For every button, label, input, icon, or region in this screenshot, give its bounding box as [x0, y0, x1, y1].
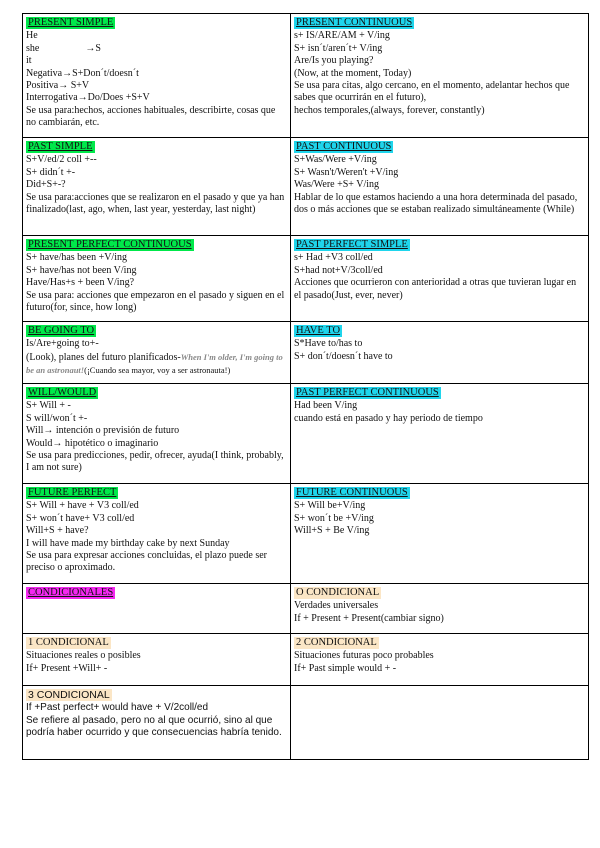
- future-perfect-title: FUTURE PERFECT: [28, 487, 117, 498]
- present-continuous-line: hechos temporales,(always, forever, constantly): [294, 104, 485, 116]
- past-continuous-line: S+Was/Were +V/ing: [294, 154, 377, 166]
- grammar-table: [22, 13, 589, 760]
- present-continuous-line: Se usa para citas, algo cercano, en el momento, adelantar hechos que sabes que ocurrirán en el futuro),: [294, 80, 570, 104]
- past-simple-line: S+ didn´t +-: [26, 166, 76, 178]
- present-simple-usage: Se usa para:hechos, acciones habituales, describirte, cosas que no cambiarán, etc.: [26, 104, 276, 129]
- past-perfect-continuous-line: cuando está en pasado y hay periodo de tiempo: [294, 412, 483, 424]
- past-continuous-line: S+ Wasn't/Weren't +V/ing: [294, 166, 399, 178]
- condicional-3-title: 3 CONDICIONAL: [28, 689, 110, 701]
- future-perfect-line: Will+S + have?: [26, 525, 89, 537]
- condicional-0-line: If + Present + Present(cambiar signo): [294, 612, 444, 624]
- present-simple-negative: Negativa→S+Don´t/doesn´t: [26, 67, 139, 79]
- present-continuous-title: PRESENT CONTINUOUS: [296, 17, 413, 28]
- row-going-to: [23, 322, 589, 384]
- cell-past-perfect-simple: [291, 236, 589, 322]
- row-future: [23, 484, 589, 584]
- present-continuous-line: (Now, at the moment, Today): [294, 67, 412, 79]
- future-continuous-title: FUTURE CONTINUOUS: [296, 487, 408, 498]
- row-perfect: [23, 236, 589, 322]
- future-perfect-line: Se usa para expresar acciones concluidas, el plazo puede ser preciso o aproximado.: [26, 550, 268, 574]
- future-continuous-line: S+ won´t be +V/ing: [294, 512, 374, 524]
- present-perfect-continuous-line: S+ have/has not been V/ing: [26, 264, 137, 276]
- cell-condicional-1: [23, 634, 291, 686]
- present-simple-it: it: [26, 55, 32, 67]
- cell-be-going-to: [23, 322, 291, 384]
- present-simple-interrogative: Interrogativa→Do/Does +S+V: [26, 92, 150, 104]
- cell-condicional-0: [291, 584, 589, 634]
- past-perfect-simple-line: Acciones que ocurrieron con anterioridad a otras que tuvieran lugar en el pasado(Just, ever, never): [294, 277, 577, 301]
- past-perfect-continuous-line: Had been V/ing: [294, 400, 358, 412]
- cell-empty: [291, 686, 589, 760]
- condicional-0-title: O CONDICIONAL: [296, 587, 380, 598]
- present-simple-he: He: [26, 30, 38, 42]
- past-continuous-line: Was/Were +S+ V/ing: [294, 179, 380, 191]
- past-perfect-simple-line: S+had not+V/3coll/ed: [294, 264, 383, 276]
- row-present: [23, 14, 589, 138]
- cell-have-to: [291, 322, 589, 384]
- present-continuous-line: s+ IS/ARE/AM + V/ing: [294, 30, 390, 42]
- past-continuous-title: PAST CONTINUOUS: [296, 141, 392, 152]
- present-simple-title: PRESENT SIMPLE: [28, 17, 114, 28]
- will-would-line: S will/won´t +-: [26, 412, 88, 424]
- cell-present-perfect-continuous: [23, 236, 291, 322]
- condicional-2-line: Situaciones futuras poco probables: [294, 650, 434, 662]
- row-condicionales: [23, 584, 589, 634]
- present-perfect-continuous-line: Se usa para: acciones que empezaron en el pasado y siguen en el futuro(for, since, how long): [26, 289, 285, 314]
- condicional-1-line: If+ Present +Will+ -: [26, 662, 108, 674]
- row-past: [23, 138, 589, 236]
- will-would-line: S+ Will + -: [26, 400, 71, 412]
- have-to-title: HAVE TO: [296, 325, 341, 336]
- future-continuous-line: S+ Will be+V/ing: [294, 500, 366, 512]
- past-simple-line: Se usa para:acciones que se realizaron en el pasado y que ya han finalizado(last, ago, when, last year, yesterday, last night): [26, 191, 285, 216]
- cell-condicional-3: [23, 686, 291, 760]
- condicional-2-line: If+ Past simple would + -: [294, 662, 397, 674]
- condicionales-title: CONDICIONALES: [28, 587, 114, 598]
- be-going-to-prefix: (Look), planes del futuro planificados-: [26, 351, 181, 363]
- be-going-to-line1: Is/Are+going to+-: [26, 338, 99, 350]
- present-perfect-continuous-line: Have/Has+s + been V/ing?: [26, 277, 135, 289]
- condicional-3-line: If +Past perfect+ would have + V/2coll/ed: [26, 702, 209, 714]
- cell-condicional-2: [291, 634, 589, 686]
- will-would-line: Will→ intención o previsión de futuro: [26, 425, 180, 437]
- cell-future-continuous: [291, 484, 589, 584]
- past-perfect-simple-line: s+ Had +V3 coll/ed: [294, 252, 373, 264]
- past-simple-line: S+V/ed/2 coll +--: [26, 154, 97, 166]
- be-going-to-title: BE GOING TO: [28, 325, 95, 336]
- row-will: [23, 384, 589, 484]
- past-perfect-continuous-title: PAST PERFECT CONTINUOUS: [296, 387, 439, 398]
- present-continuous-line: Are/Is you playing?: [294, 55, 374, 67]
- condicional-1-title: 1 CONDICIONAL: [28, 637, 109, 648]
- have-to-line: S+ don´t/doesn´t have to: [294, 350, 393, 362]
- be-going-to-line2: [26, 351, 286, 378]
- be-going-to-example: When I'm older, I'm going to be an astronaut!: [26, 351, 283, 376]
- cell-will-would: [23, 384, 291, 484]
- condicional-3-line: Se refiere al pasado, pero no al que ocurrió, sino al que podría haber ocurrido y que consecuencias habría tenido.: [26, 714, 282, 739]
- present-continuous-line: S+ isn´t/aren´t+ V/ing: [294, 42, 383, 54]
- have-to-line: S*Have to/has to: [294, 338, 363, 350]
- cell-future-perfect: [23, 484, 291, 584]
- present-simple-s-arrow: →S: [85, 42, 101, 54]
- future-continuous-line: Will+S + Be V/ing: [294, 525, 370, 537]
- cell-present-continuous: [291, 14, 589, 138]
- cell-present-simple: [23, 14, 291, 138]
- condicional-0-line: Verdades universales: [294, 600, 379, 612]
- present-perfect-continuous-title: PRESENT PERFECT CONTINUOUS: [28, 239, 192, 250]
- future-perfect-line: S+ Will + have + V3 coll/ed: [26, 500, 139, 512]
- future-perfect-line: S+ won´t have+ V3 coll/ed: [26, 512, 135, 524]
- cell-past-perfect-continuous: [291, 384, 589, 484]
- will-would-line: Would→ hipotético o imaginario: [26, 437, 159, 449]
- condicional-1-line: Situaciones reales o posibles: [26, 650, 141, 662]
- cell-past-continuous: [291, 138, 589, 236]
- cell-condicionales: [23, 584, 291, 634]
- past-simple-title: PAST SIMPLE: [28, 141, 93, 152]
- present-simple-she-line: [26, 43, 286, 55]
- condicional-2-title: 2 CONDICIONAL: [296, 637, 377, 648]
- row-condicional-1-2: [23, 634, 589, 686]
- row-condicional-3: [23, 686, 589, 760]
- be-going-to-translation: (¡Cuando sea mayor, voy a ser astronauta!): [84, 365, 231, 376]
- past-continuous-line: Hablar de lo que estamos haciendo a una hora determinada del pasado, dos o más acciones que se estaban realizado simultáneamente (While): [294, 191, 578, 216]
- will-would-line: Se usa para predicciones, pedir, ofrecer, ayuda(I think, probably, I am not sure): [26, 450, 284, 474]
- will-would-title: WILL/WOULD: [28, 387, 97, 398]
- past-perfect-simple-title: PAST PERFECT SIMPLE: [296, 239, 408, 250]
- cell-past-simple: [23, 138, 291, 236]
- present-perfect-continuous-line: S+ have/has been +V/ing: [26, 252, 127, 264]
- present-simple-positive: Positiva→ S+V: [26, 80, 90, 92]
- present-simple-she: she: [26, 42, 40, 54]
- past-simple-line: Did+S+-?: [26, 179, 66, 191]
- future-perfect-line: I will have made my birthday cake by next Sunday: [26, 537, 230, 549]
